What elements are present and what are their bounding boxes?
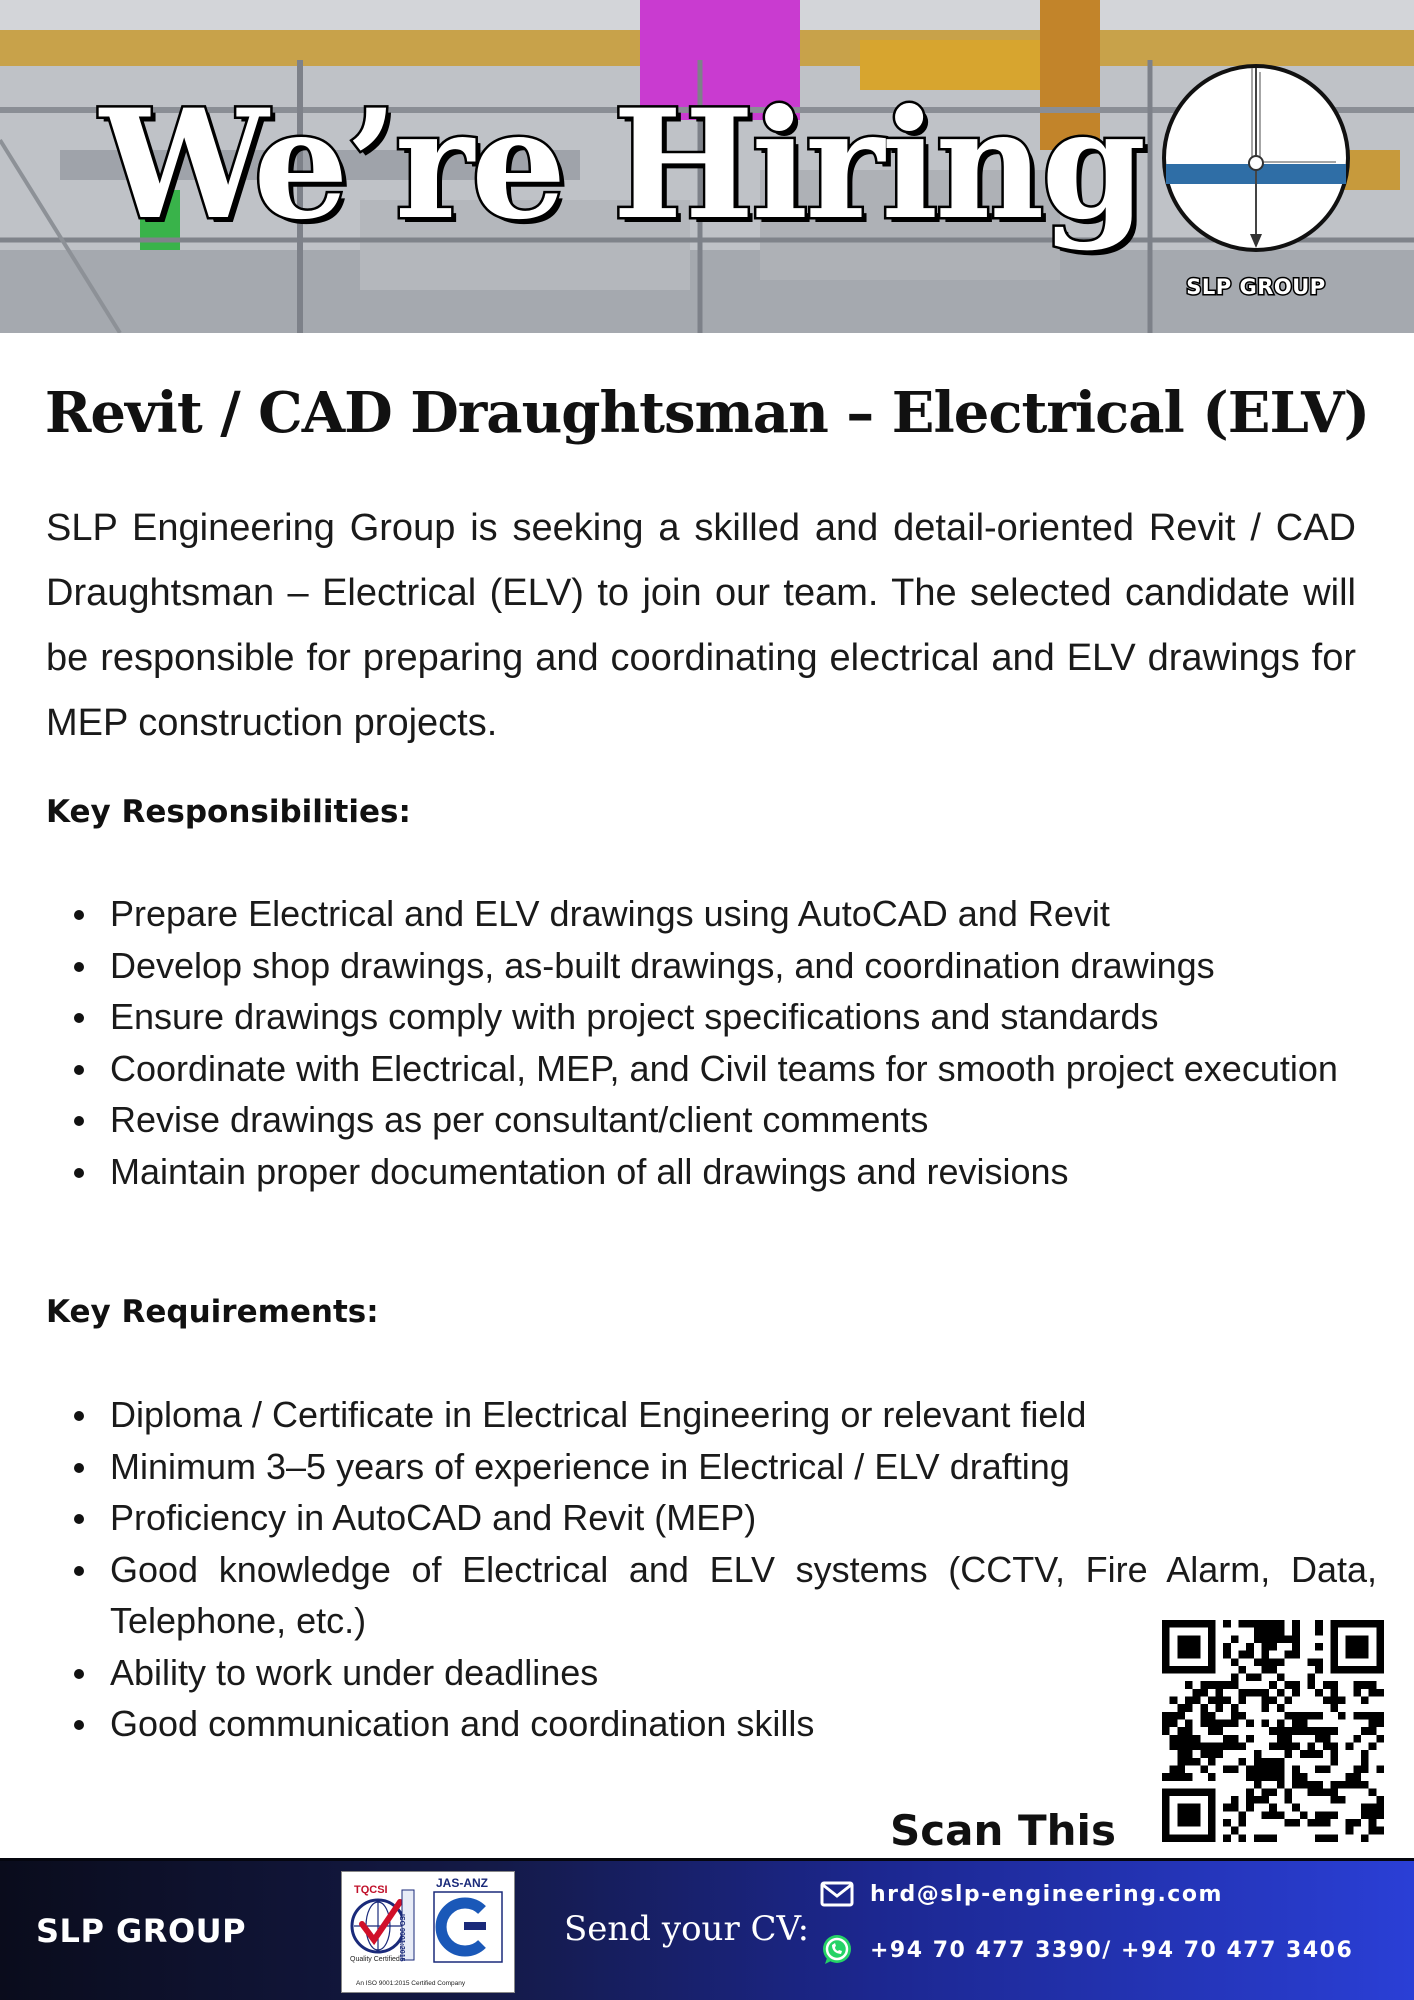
footer-brand: SLP GROUP	[36, 1912, 247, 1950]
phone-contact[interactable]	[818, 1933, 1353, 1967]
header-banner	[0, 0, 1414, 333]
qr-code-icon[interactable]	[1162, 1620, 1384, 1842]
job-intro: SLP Engineering Group is seeking a skilled and detail-oriented Revit / CAD Draughtsman – Electrical (ELV) to join our team. The selected candidate will be responsible for preparing and coordinating electrical and ELV drawings for MEP construction projects.	[46, 507, 1356, 744]
list-item: Prepare Electrical and ELV drawings using AutoCAD and Revit	[46, 888, 1376, 940]
send-cv-label: Send your CV:	[564, 1909, 810, 1949]
iso-certified-company-text: An ISO 9001:2015 Certified Company	[356, 1980, 466, 1987]
tqcsi-text: TQCSI	[354, 1884, 388, 1896]
list-item: Ability to work under deadlines	[46, 1647, 1376, 1699]
jas-anz-text: JAS-ANZ	[436, 1876, 489, 1890]
list-item: Coordinate with Electrical, MEP, and Civil teams for smooth project execution	[46, 1043, 1376, 1095]
list-item: Revise drawings as per consultant/client comments	[46, 1094, 1376, 1146]
whatsapp-icon	[818, 1933, 856, 1967]
phone-numbers[interactable]: +94 70 477 3390/ +94 70 477 3406	[870, 1937, 1354, 1963]
list-item: Develop shop drawings, as-built drawings, and coordination drawings	[46, 940, 1376, 992]
email-contact[interactable]	[818, 1877, 1223, 1911]
list-item: Ensure drawings comply with project specifications and standards	[46, 991, 1376, 1043]
list-item: Good knowledge of Electrical and ELV systems (CCTV, Fire Alarm, Data, Telephone, etc.)	[46, 1544, 1377, 1647]
slp-logo	[1160, 62, 1352, 312]
list-item: Proficiency in AutoCAD and Revit (MEP)	[46, 1492, 1376, 1544]
mail-icon	[818, 1877, 856, 1911]
list-item: Diploma / Certificate in Electrical Engineering or relevant field	[46, 1389, 1376, 1441]
iso-certification-badge	[341, 1871, 515, 1993]
list-item: Minimum 3–5 years of experience in Electrical / ELV drafting	[46, 1441, 1376, 1493]
footer-bar	[0, 1858, 1414, 2000]
email-address[interactable]: hrd@slp-engineering.com	[870, 1881, 1223, 1907]
hiring-headline: We’re Hiring	[100, 77, 1144, 253]
responsibilities-list	[46, 888, 1376, 1197]
list-item: Maintain proper documentation of all drawings and revisions	[46, 1146, 1376, 1198]
quality-certified-text: Quality Certified	[350, 1956, 400, 1963]
requirements-heading: Key Requirements:	[46, 1294, 379, 1330]
responsibilities-heading: Key Responsibilities:	[46, 794, 411, 830]
logo-text: SLP GROUP	[1186, 275, 1326, 299]
list-item: Good communication and coordination skills	[46, 1698, 1376, 1750]
iso-vertical-text: ISO 9001:2015	[398, 1914, 405, 1962]
job-title: Revit / CAD Draughtsman – Electrical (ELV)	[44, 380, 1370, 446]
compass-logo-icon	[1160, 62, 1352, 274]
scan-this-label: Scan This	[890, 1806, 1116, 1855]
